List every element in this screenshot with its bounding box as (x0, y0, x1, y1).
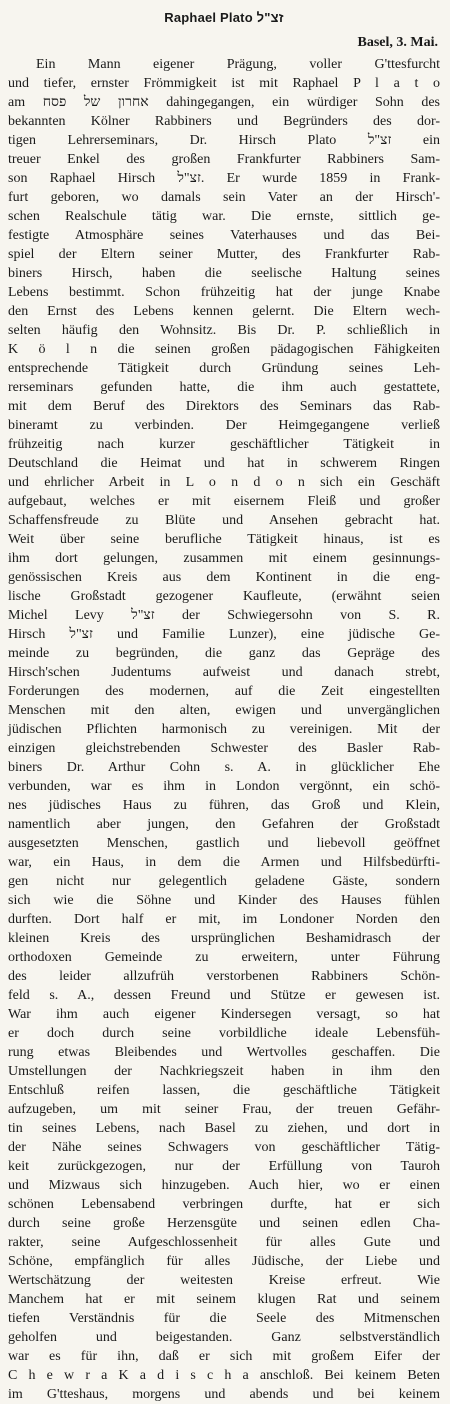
article-line: bekannten Kölner Rabbiners und Begründers des dor- (8, 114, 440, 129)
article-line: spiel der Eltern seiner Mutter, des Frankfurter Rab- (8, 247, 440, 262)
article-line: keit zurückgezogen, nur der Erfüllung von Tauroh (8, 1159, 440, 1174)
article-line: Ein Mann eigener Prägung, voller G'ttesfurcht (36, 57, 440, 72)
article-line: des leider allzufrüh verstorbenen Rabbiners Schön- (8, 969, 440, 984)
article-title: Raphael Plato זצ"ל (164, 10, 284, 25)
article-line: Deutschland die Heimat und hat in schwerem Ringen (8, 456, 440, 471)
article-line: Lebens bestimmt. Schon frühzeitig hat der junge Knabe (8, 285, 440, 300)
article-line: treuer Enkel des großen Frankfurter Rabbiners Sam- (8, 152, 440, 167)
article-line: frühzeitig nach kurzer geschäftlicher Tätigkeit in (8, 437, 440, 452)
article-line: son Raphael Hirsch זצ"ל. Er wurde 1859 in Frank- (8, 171, 440, 186)
article-line: C h e w r a K a d i s c h a anschloß. Bei keinem Beten (8, 1368, 440, 1383)
article-line: durch seine große Herzensgüte und seinen edlen Cha- (8, 1216, 440, 1231)
article-line: tigen Lehrerseminars, Dr. Hirsch Plato זצ"ל ein (8, 133, 440, 148)
article-line: und ehrlicher Arbeit in L o n d o n sich ein Geschäft (8, 475, 440, 490)
article-line: war, ein Haus, in dem die Armen und Hilfsbedürfti- (8, 855, 440, 870)
article-line: sich wie die Söhne und Kinder des Hauses fühlen (8, 893, 440, 908)
article-body (8, 55, 440, 1404)
article-line: Hirsch זצ"ל und Familie Lunzer), eine jüdische Ge- (8, 627, 440, 642)
article-line: K ö l n die seinen großen pädagogischen Fähigkeiten (8, 342, 440, 357)
article-line: und Mizwaus sich hinzugeben. Auch hier, wo er einen (8, 1178, 440, 1193)
article-line: namentlich aber jungen, den Gefahren der Großstadt (8, 817, 440, 832)
article-line: schen Realschule tätig war. Die ernste, sittlich ge- (8, 209, 440, 224)
article-line: der Nähe seines Schwagers von geschäftlicher Tätig- (8, 1140, 440, 1155)
article-line: rung etwas Bleibendes und Wertvolles geschaffen. Die (8, 1045, 440, 1060)
article-line: er doch durch seine vorbildliche ideale Lebensfüh- (8, 1026, 440, 1041)
article-line: rakter, seine Aufgeschlossenheit für alles Gute und (8, 1235, 440, 1250)
article-line: biners Hirsch, haben die seelische Haltung seines (8, 266, 440, 281)
article-line: und tiefer, ernster Frömmigkeit ist mit Raphael P l a t o (8, 76, 440, 91)
article-line: einzigen gleichstrebenden Schwester des Basler Rab- (8, 741, 440, 756)
article-line: Schaffensfreude zu Blüte und Ansehen gebracht hat. (8, 513, 440, 528)
article-line: schönen Lebensabend verbringen durfte, hat er sich (8, 1197, 440, 1212)
article-line: ihm dort gelungen, zusammen mit einem gesinnungs- (8, 551, 440, 566)
article-line: nes jüdisches Haus zu führen, das Groß und Klein, (8, 798, 440, 813)
article-dateline: Basel, 3. Mai. (357, 35, 438, 50)
article-line: im G'tteshaus, morgens und abends und bei keinem (8, 1387, 440, 1402)
article-line: jüdischen Pflichten harmonisch zu vereinigen. Mit der (8, 722, 440, 737)
article-line: Hirsch'schen Judentums aufweist und danach strebt, (8, 665, 440, 680)
article-line: entsprechende Tätigkeit durch Gründung seines Leh- (8, 361, 440, 376)
article-line: mit dem Beruf des Direktors des Seminars das Rab- (8, 399, 440, 414)
article-line: am אחרון של פסח dahingegangen, ein würdiger Sohn des (8, 95, 440, 110)
article-line: Wertschätzung der weitesten Kreise erfreut. Wie (8, 1273, 440, 1288)
article-line: aufzugeben, um mit seiner Frau, der treuen Gefähr- (8, 1102, 440, 1117)
article-line: Schöne, empfänglich für alles Jüdische, der Liebe und (8, 1254, 440, 1269)
article-line: Forderungen des modernen, auf die Zeit eingestellten (8, 684, 440, 699)
article-line: orthodoxen Gemeinde zu erweitern, unter Führung (8, 950, 440, 965)
article-line: furt geboren, wo damals sein Vater an der Hirsch'- (8, 190, 440, 205)
article-line: war es für ihn, daß er sich mit großem Eifer der (8, 1349, 440, 1364)
article-line: Weit über seine berufliche Tätigkeit hinaus, ist es (8, 532, 440, 547)
article-line: rerseminars gefunden hatte, die ihm auch gestattete, (8, 380, 440, 395)
article-line: biners Dr. Arthur Cohn s. A. in glücklicher Ehe (8, 760, 440, 775)
article-line: ausgesetzten Menschen, gastlich und liebevoll geöffnet (8, 836, 440, 851)
article-line: feld s. A., dessen Freund und Stütze er gewesen ist. (8, 988, 440, 1003)
article-line: festigte Atmosphäre seines Vaterhauses und das Bei- (8, 228, 440, 243)
article-line: Manchem hat er mit seinem klugen Rat und seinem (8, 1292, 440, 1307)
article-line: genössischen Kreis aus dem Kontinent in die eng- (8, 570, 440, 585)
article-line: meinde zu begründen, die ganz das Gepräge des (8, 646, 440, 661)
article-line: tiefen Verständnis für die Seele des Mitmenschen (8, 1311, 440, 1326)
article-line: den Ernst des Lebens kennen gelernt. Die Eltern wech- (8, 304, 440, 319)
article-line: selten häufig den Wohnsitz. Bis Dr. P. schließlich in (8, 323, 440, 338)
article-line: lische Großstadt gezogener Kaufleute, (erwähnt seien (8, 589, 440, 604)
article-line: aufgebaut, welches er mit eisernem Fleiß und großer (8, 494, 440, 509)
article-line: Menschen mit den alten, ewigen und unvergänglichen (8, 703, 440, 718)
article-line: kleinen Kreis des ursprünglichen Beshamidrasch der (8, 931, 440, 946)
article-line: Umstellungen der Nachkriegszeit haben in ihm den (8, 1064, 440, 1079)
article-line: War ihm auch eigener Kindersegen versagt, so hat (8, 1007, 440, 1022)
article-line: Entschluß reifen lassen, die geschäftliche Tätigkeit (8, 1083, 440, 1098)
article-line: durften. Dort half er mit, im Londoner Norden den (8, 912, 440, 927)
article-line: verbunden, war es ihm in London vergönnt, ein schö- (8, 779, 440, 794)
article-line: tin seines Lebens, nach Basel zu ziehen, und dort in (8, 1121, 440, 1136)
article-line: bineramt zu verbinden. Der Heimgegangene verließ (8, 418, 440, 433)
article-line: gen nicht nur gelegentlich geladene Gäste, sondern (8, 874, 440, 889)
article-line: Michel Levy זצ"ל der Schwiegersohn von S. R. (8, 608, 440, 623)
article-line: geholfen und beigestanden. Ganz selbstverständlich (8, 1330, 440, 1345)
